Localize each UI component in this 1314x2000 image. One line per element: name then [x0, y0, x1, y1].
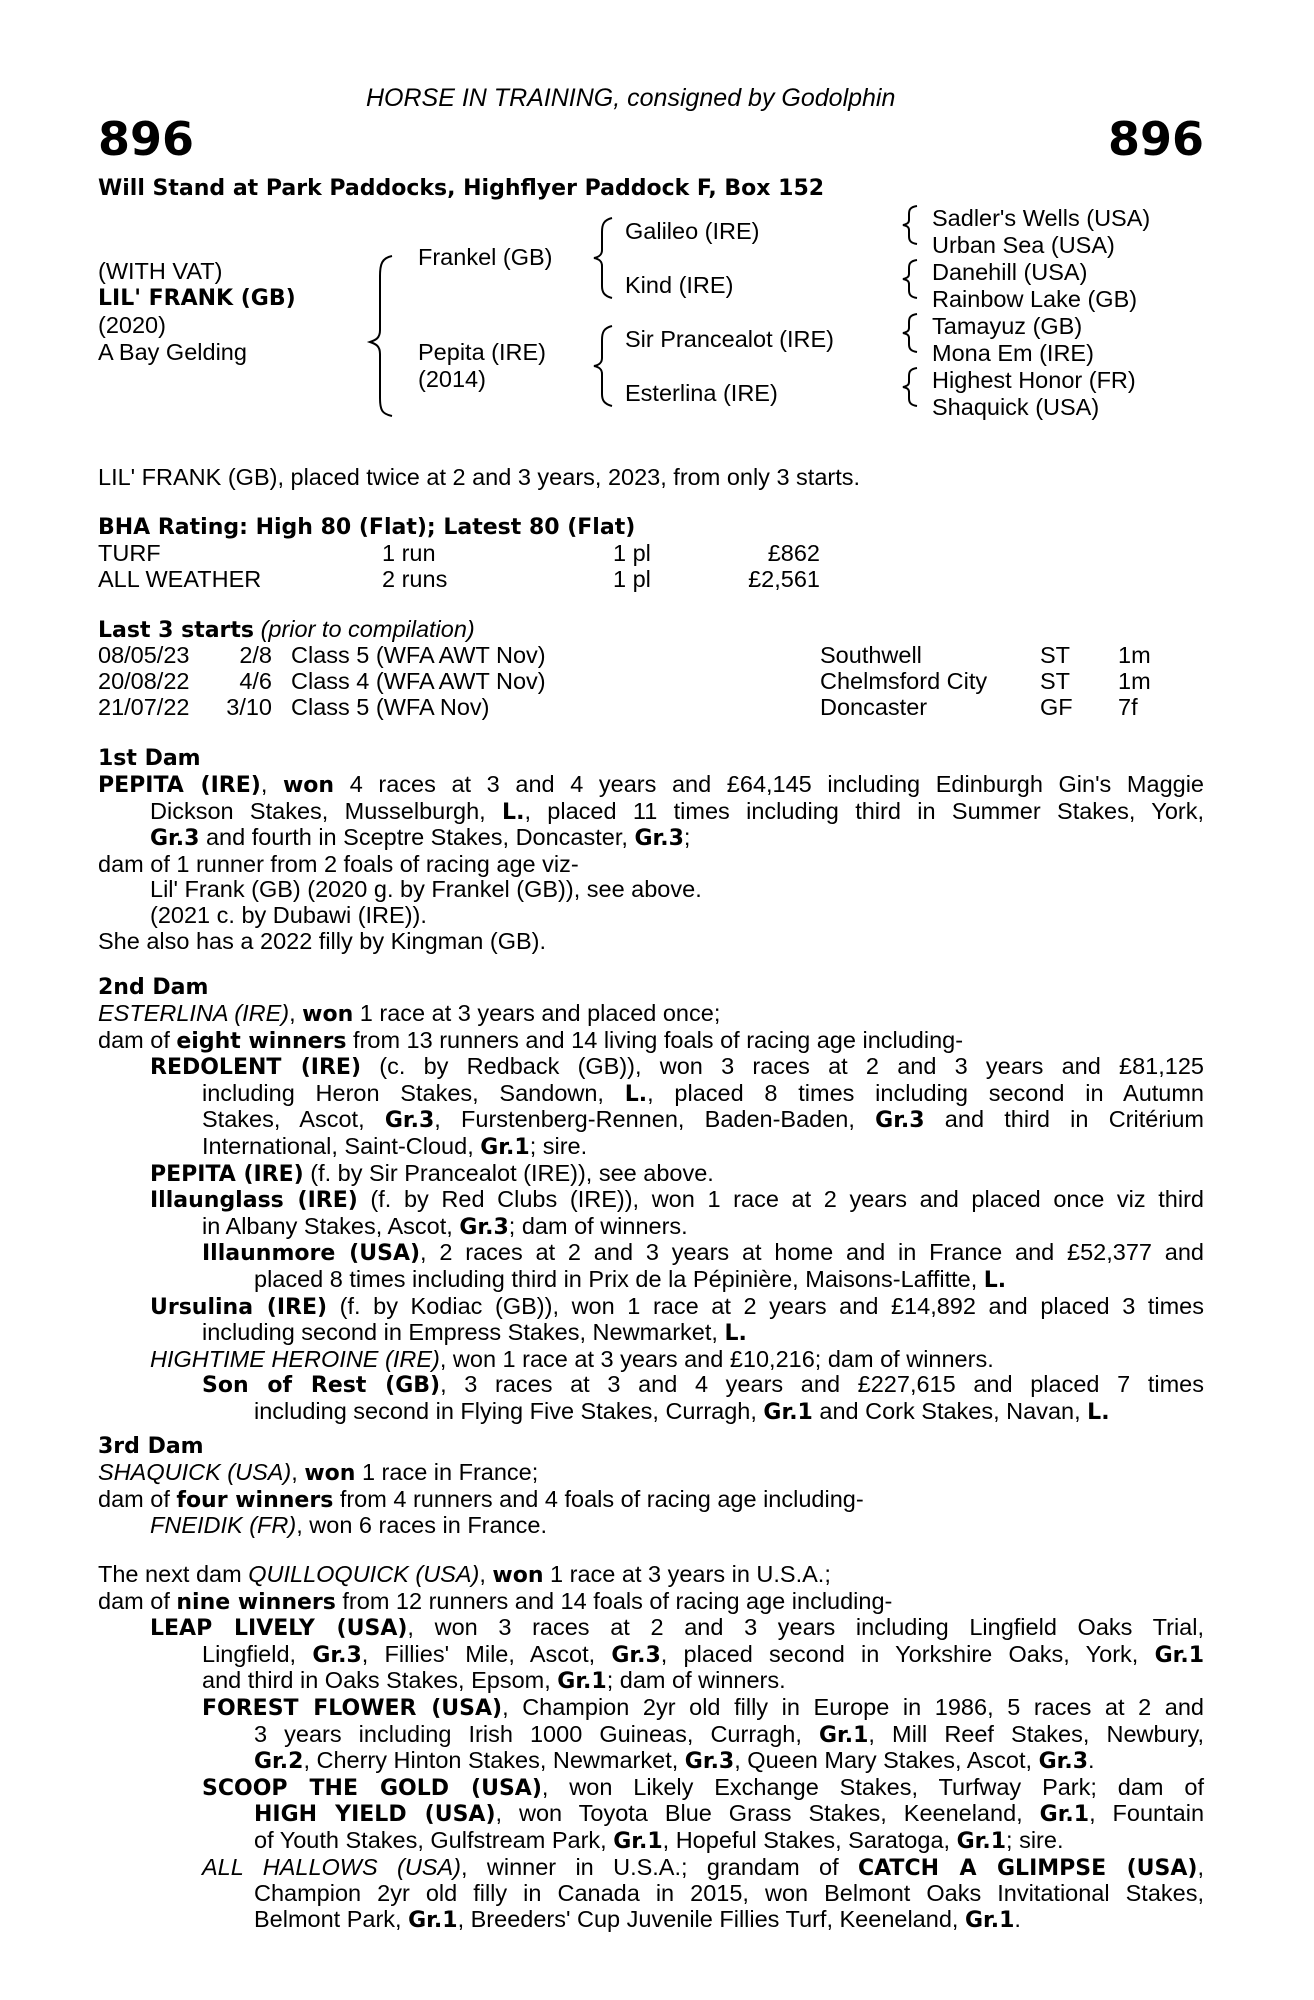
start-course: Chelmsford City: [820, 668, 988, 694]
pedigree-ggg-7: Highest Honor (FR): [932, 367, 1136, 393]
start-race: Class 5 (WFA AWT Nov): [291, 642, 546, 668]
last-starts-title: Last 3 starts: [98, 618, 255, 643]
start-course: Southwell: [820, 642, 922, 668]
rating-placed: 1 pl: [613, 540, 651, 566]
next-dam-text: The next dam QUILLOQUICK (USA), won 1 race at 3 years in U.S.A.; dam of nine winners from 12 runners and 14 foals of racing age including- LEAP LIVELY (USA), won 3 races at 2 and 3 years including Lingfield Oaks Trial, Lingfield, Gr.3, Fillies' Mile, Ascot, Gr.3, placed second in Yorkshire Oaks, York, Gr.1 and third in Oaks Stakes, Epsom, Gr.1; dam of winners. FOREST FLOWER (USA), Champion 2yr old filly in Europe in 1986, 5 races at 2 and 3 years including Irish 1000 Guineas, Curragh, Gr.1, Mill Reef Stakes, Newbury, Gr.2, Cherry Hinton Stakes, Newmarket, Gr.3, Queen Mary Stakes, Ascot, Gr.3. SCOOP THE GOLD (USA), won Likely Exchange Stakes, Turfway Park; dam of HIGH YIELD (USA), won Toyota Blue Grass Stakes, Keeneland, Gr.1, Fountain of Youth Stakes, Gulfstream Park, Gr.1, Hopeful Stakes, Saratoga, Gr.1; sire. ALL HALLOWS (USA), winner in U.S.A.; grandam of CATCH A GLIMPSE (USA), Champion 2yr old filly in Canada in 2015, won Belmont Oaks Invitational Stakes, Belmont Park, Gr.1, Breeders' Cup Juvenile Fillies Turf, Keeneland, Gr.1.: [98, 1561, 1205, 1933]
third-dam-text: SHAQUICK (USA), won 1 race in France; dam of four winners from 4 runners and 4 foals of racing age including- FNEIDIK (FR), won 6 races in France.: [98, 1459, 864, 1539]
pedigree-dam-sire: Sir Prancealot (IRE): [625, 326, 834, 352]
start-race: Class 4 (WFA AWT Nov): [291, 668, 546, 694]
pedigree-sire-sire: Galileo (IRE): [625, 218, 760, 244]
start-going: ST: [1040, 668, 1071, 694]
start-distance: 1m: [1118, 668, 1151, 694]
start-distance: 7f: [1118, 694, 1138, 720]
race-summary: LIL' FRANK (GB), placed twice at 2 and 3 years, 2023, from only 3 starts.: [98, 464, 861, 490]
first-dam-text: PEPITA (IRE), won 4 races at 3 and 4 years and £64,145 including Edinburgh Gin's Maggie Dickson Stakes, Musselburgh, L., placed 11 times including third in Summer Stakes, York, Gr.3 and fourth in Sceptre Stakes, Doncaster, Gr.3; dam of 1 runner from 2 foals of racing age viz- Lil' Frank (GB) (2020 g. by Frankel (GB)), see above. (2021 c. by Dubawi (IRE)). She also has a 2022 filly by Kingman (GB).: [98, 771, 1205, 954]
pedigree-sire-dam: Kind (IRE): [625, 272, 734, 298]
start-date: 21/07/22: [98, 694, 190, 720]
pedigree-ggg-6: Mona Em (IRE): [932, 340, 1094, 366]
horse-name: LIL' FRANK (GB): [98, 286, 296, 311]
rating-prize: £2,561: [748, 566, 820, 592]
rating-runs: 1 run: [382, 540, 436, 566]
start-race: Class 5 (WFA Nov): [291, 694, 490, 720]
pedigree-sire: Frankel (GB): [418, 244, 553, 270]
horse-description: A Bay Gelding: [98, 339, 247, 365]
last-starts-note: (prior to compilation): [260, 616, 475, 642]
start-distance: 1m: [1118, 642, 1151, 668]
start-position: 3/10: [226, 694, 272, 720]
start-date: 20/08/22: [98, 668, 190, 694]
rating-prize: £862: [767, 540, 820, 566]
second-dam-heading: 2nd Dam: [98, 975, 209, 1000]
lot-number-left: 896: [98, 112, 195, 166]
pedigree-ggg-4: Rainbow Lake (GB): [932, 286, 1138, 312]
pedigree-dam-year: (2014): [418, 366, 486, 392]
last-starts-heading: [98, 617, 475, 644]
lot-number-right: 896: [1107, 112, 1204, 166]
first-dam-heading: 1st Dam: [98, 746, 201, 771]
horse-year: (2020): [98, 312, 166, 338]
pedigree-ggg-1: Sadler's Wells (USA): [932, 205, 1151, 231]
rating-surface: TURF: [98, 540, 161, 566]
dam-name: PEPITA (IRE): [98, 773, 261, 798]
catalogue-title: HORSE IN TRAINING, consigned by Godolphin: [366, 84, 896, 112]
vat-note: (WITH VAT): [98, 258, 223, 284]
pedigree-ggg-3: Danehill (USA): [932, 259, 1088, 285]
start-going: ST: [1040, 642, 1071, 668]
start-course: Doncaster: [820, 694, 928, 720]
start-going: GF: [1040, 694, 1073, 720]
won-label: won: [282, 773, 335, 798]
bha-rating: BHA Rating: High 80 (Flat); Latest 80 (Flat): [98, 515, 636, 540]
stand-location: Will Stand at Park Paddocks, Highflyer Paddock F, Box 152: [98, 176, 825, 201]
second-dam-text: ESTERLINA (IRE), won 1 race at 3 years and placed once; dam of eight winners from 13 runners and 14 living foals of racing age including- REDOLENT (IRE) (c. by Redback (GB)), won 3 races at 2 and 3 years and £81,125 including Heron Stakes, Sandown, L., placed 8 times including second in Autumn Stakes, Ascot, Gr.3, Furstenberg-Rennen, Baden-Baden, Gr.3 and third in Critérium International, Saint-Cloud, Gr.1; sire. PEPITA (IRE) (f. by Sir Prancealot (IRE)), see above. Illaunglass (IRE) (f. by Red Clubs (IRE)), won 1 race at 2 years and placed once viz third in Albany Stakes, Ascot, Gr.3; dam of winners. Illaunmore (USA), 2 races at 2 and 3 years at home and in France and £52,377 and placed 8 times including third in Prix de la Pépinière, Maisons-Laffitte, L. Ursulina (IRE) (f. by Kodiac (GB)), won 1 race at 2 years and £14,892 and placed 3 times including second in Empress Stakes, Newmarket, L. HIGHTIME HEROINE (IRE), won 1 race at 3 years and £10,216; dam of winners. Son of Rest (GB), 3 races at 3 and 4 years and £227,615 and placed 7 times including second in Flying Five Stakes, Curragh, Gr.1 and Cork Stakes, Navan, L.: [98, 1000, 1205, 1425]
rating-runs: 2 runs: [382, 566, 448, 592]
pedigree-ggg-8: Shaquick (USA): [932, 394, 1100, 420]
pedigree-dam-dam: Esterlina (IRE): [625, 380, 778, 406]
pedigree-ggg-5: Tamayuz (GB): [932, 313, 1083, 339]
start-position: 2/8: [239, 642, 272, 668]
pedigree-dam: Pepita (IRE): [418, 339, 546, 365]
rating-surface: ALL WEATHER: [98, 566, 262, 592]
start-date: 08/05/23: [98, 642, 190, 668]
pedigree-ggg-2: Urban Sea (USA): [932, 232, 1115, 258]
start-position: 4/6: [239, 668, 272, 694]
rating-placed: 1 pl: [613, 566, 651, 592]
third-dam-heading: 3rd Dam: [98, 1434, 204, 1459]
